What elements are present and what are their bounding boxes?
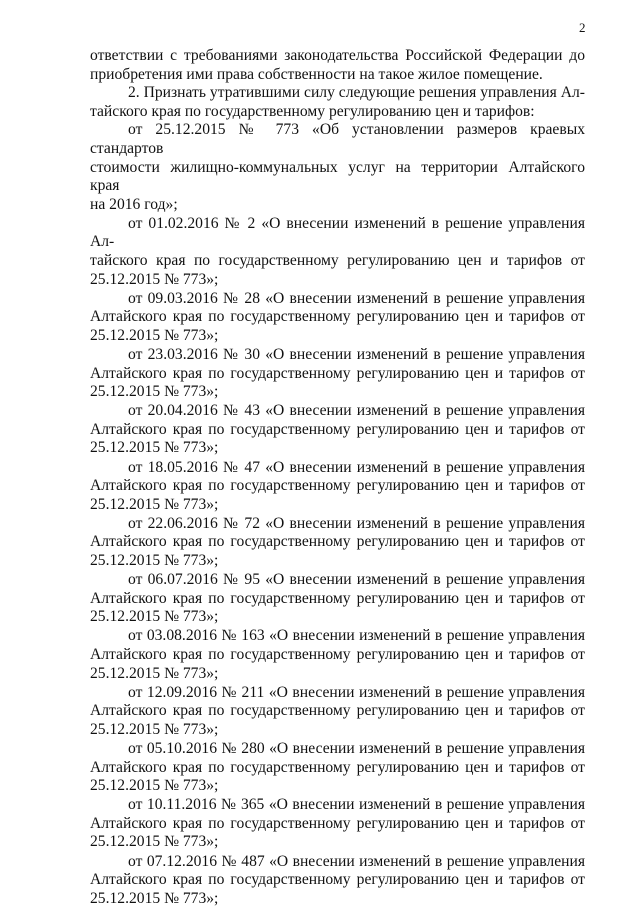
decision-line-2: Алтайского края по государственному регулированию цен и тарифов от [90,702,585,720]
decision-line-1: от 07.12.2016 № 487 «О внесении изменений в решение управления [128,852,585,870]
decision-line-3: 25.12.2015 № 773»; [90,270,219,288]
decision-line-3: 25.12.2015 № 773»; [90,664,219,682]
decision-line-1: от 18.05.2016 № 47 «О внесении изменений в решение управления [128,458,585,476]
intro-line-1: ответствии с требованиями законодательства Российской Федерации до [90,47,585,64]
repealed-decision-6 [90,459,585,515]
repealed-decision-12 [90,796,585,852]
decision-line-1: от 22.06.2016 № 72 «О внесении изменений в решение управления [128,514,585,532]
decision-line-1: от 05.10.2016 № 280 «О внесении изменений в решение управления [128,739,585,757]
decision-line-2: Алтайского края по государственному регулированию цен и тарифов от [90,646,585,663]
decision-line-3: 25.12.2015 № 773»; [90,833,219,851]
decision-line-3: 25.12.2015 № 773»; [90,552,219,570]
repealed-decision-3 [90,290,585,346]
repealed-decision-4 [90,346,585,402]
repealed-decision-8 [90,571,585,627]
decision-line-2: Алтайского края по государственному регулированию цен и тарифов от [90,758,585,776]
decision-line-1: от 20.04.2016 № 43 «О внесении изменений в решение управления [128,402,585,420]
decision-line-3: 25.12.2015 № 773»; [90,383,219,401]
decision-line-2: тайского края по государственному регулированию цен и тарифов от [90,252,585,270]
decision-line-3: 25.12.2015 № 773»; [90,608,219,626]
decision-line-3: 25.12.2015 № 773»; [90,326,219,344]
decision-line-2: Алтайского края по государственному регулированию цен и тарифов от [90,814,585,832]
decision-line-2: Алтайского края по государственному регулированию цен и тарифов от [90,589,585,607]
decision-line-3: 25.12.2015 № 773»; [90,495,219,513]
decision-line-3: на 2016 год»; [90,195,178,213]
decision-line-2: Алтайского края по государственному регулированию цен и тарифов от [90,533,585,551]
decision-line-1: от 03.08.2016 № 163 «О внесении изменений в решение управления [128,627,585,645]
repealed-decision-9 [90,627,585,683]
decision-line-2: Алтайского края по государственному регулированию цен и тарифов от [90,420,585,438]
decision-line-3: 25.12.2015 № 773»; [90,720,219,738]
repealed-decision-2 [90,215,585,289]
decision-line-1: от 10.11.2016 № 365 «О внесении изменений в решение управления [128,796,585,814]
decision-line-1: от 25.12.2015 № 773 «Об установлении размеров краевых стандартов [90,121,585,157]
decision-line-1: от 01.02.2016 № 2 «О внесении изменений в решение управления Ал- [90,214,585,251]
item-2-line-1: 2. Признать утратившими силу следующие решения управления Ал- [128,84,585,102]
document-body [90,47,585,908]
page-number: 2 [579,20,586,35]
decision-line-3: 25.12.2015 № 773»; [90,777,219,795]
decision-line-1: от 12.09.2016 № 211 «О внесении изменений в решение управления [128,683,585,701]
repealed-decision-13 [90,853,585,908]
repealed-decision-1 [90,121,585,214]
decision-line-3: 25.12.2015 № 773»; [90,889,219,907]
repealed-decision-10 [90,684,585,740]
intro-line-2: приобретения ими права собственности на такое жилое помещение. [90,65,543,83]
item-2-line-2: тайского края по государственному регулированию цен и тарифов: [90,102,535,120]
repealed-decision-5 [90,402,585,458]
decision-line-2: Алтайского края по государственному регулированию цен и тарифов от [90,308,585,326]
decision-line-1: от 06.07.2016 № 95 «О внесении изменений в решение управления [128,571,585,589]
decision-line-1: от 23.03.2016 № 30 «О внесении изменений в решение управления [128,346,585,363]
repealed-decision-7 [90,515,585,571]
decision-line-2: стоимости жилищно-коммунальных услуг на территории Алтайского края [90,158,585,195]
decision-line-2: Алтайского края по государственному регулированию цен и тарифов от [90,364,585,382]
decision-line-2: Алтайского края по государственному регулированию цен и тарифов от [90,871,585,889]
decision-line-1: от 09.03.2016 № 28 «О внесении изменений в решение управления [128,289,585,307]
decision-line-2: Алтайского края по государственному регулированию цен и тарифов от [90,477,585,495]
decision-line-3: 25.12.2015 № 773»; [90,439,219,457]
repealed-decision-11 [90,740,585,796]
